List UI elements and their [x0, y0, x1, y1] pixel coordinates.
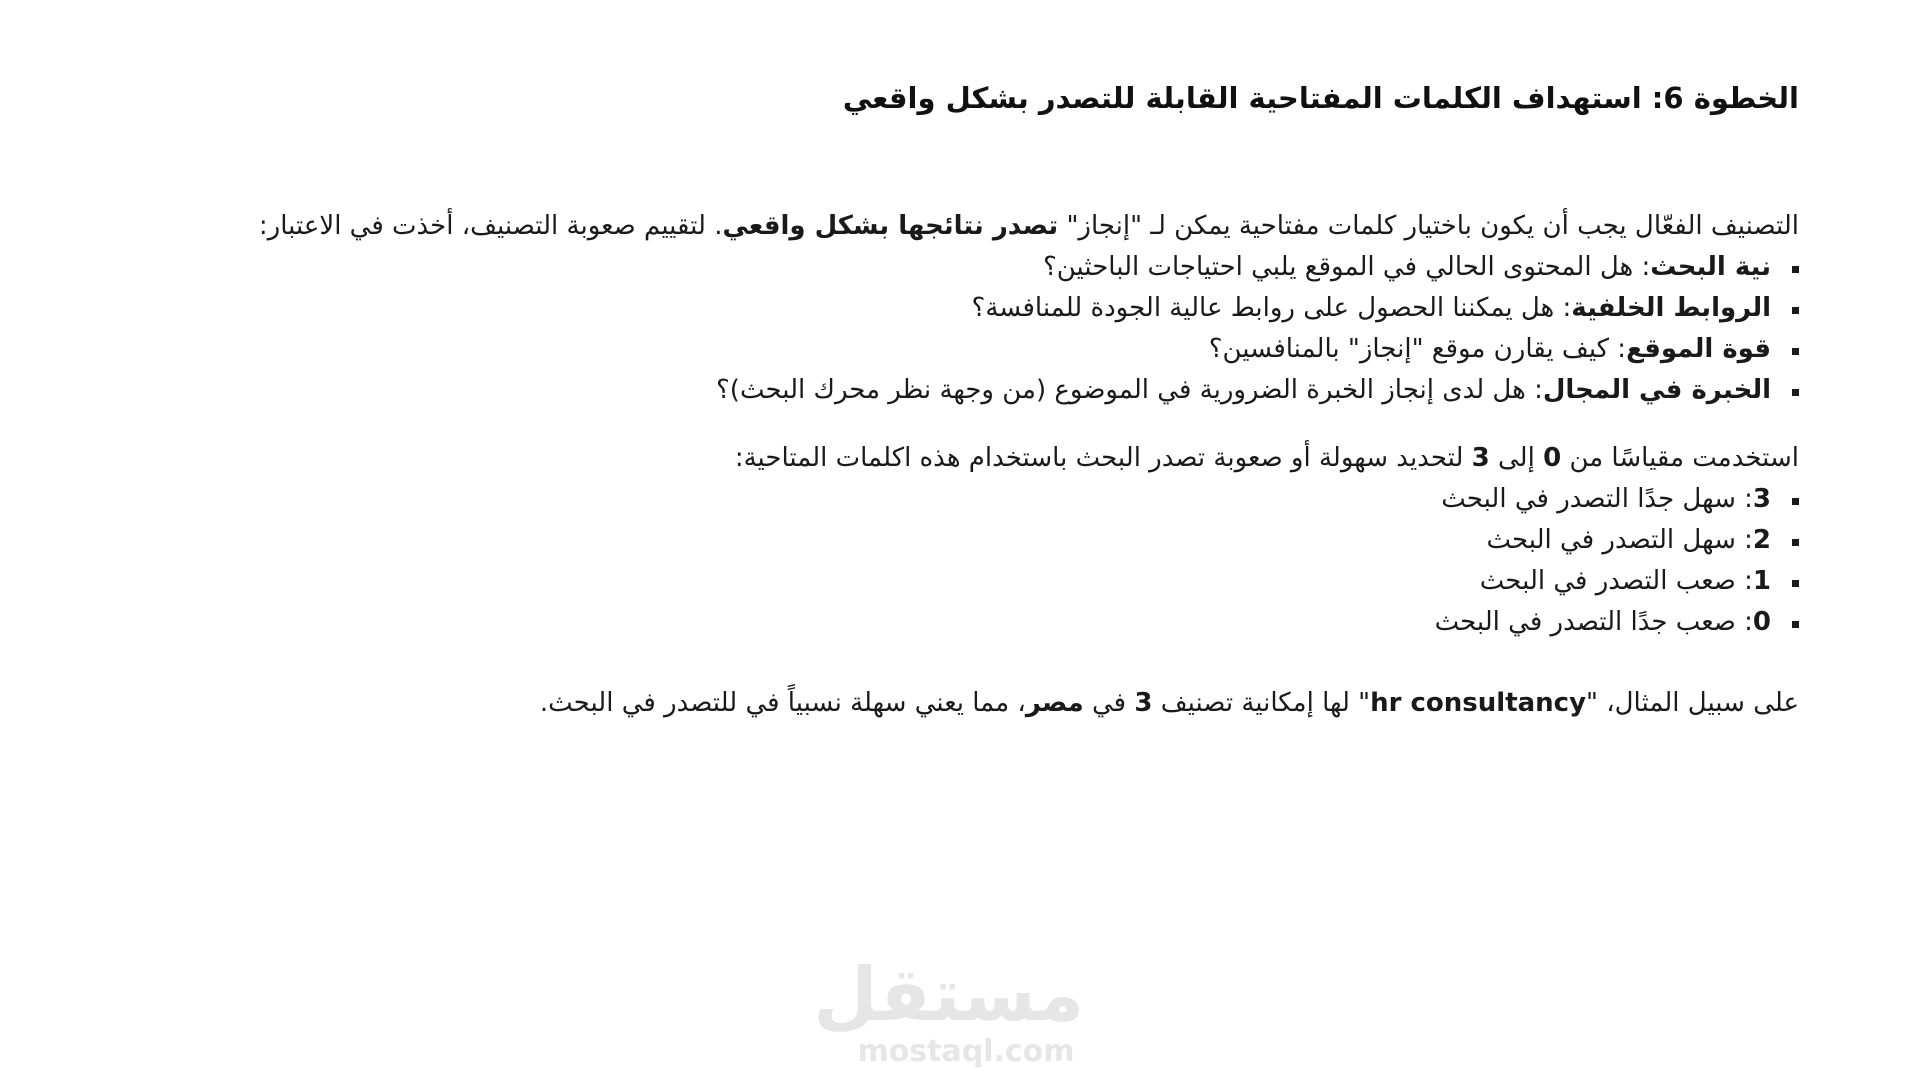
criteria-text: : كيف يقارن موقع "إنجاز" بالمنافسين؟ [1208, 334, 1627, 364]
example-text: " لها إمكانية تصنيف [1152, 688, 1371, 718]
scale-max-value: 3 [1471, 443, 1490, 473]
scale-intro-paragraph [119, 438, 1799, 479]
example-country: مصر [1025, 688, 1084, 718]
scale-text: : سهل جدًا التصدر في البحث [1441, 484, 1753, 514]
scale-intro-text: لتحديد سهولة أو صعوبة تصدر البحث باستخدام هذه اكلمات المتاحية: [734, 443, 1472, 473]
criteria-text: : هل المحتوى الحالي في الموقع يلبي احتياجات الباحثين؟ [1042, 252, 1651, 282]
criteria-label: قوة الموقع [1626, 334, 1771, 364]
intro-text-end: . لتقييم صعوبة التصنيف، أخذت في الاعتبار: [258, 211, 723, 241]
scale-text: : صعب التصدر في البحث [1479, 566, 1753, 596]
scale-item [119, 479, 1771, 520]
scale-intro-text: إلى [1489, 443, 1544, 473]
criteria-item [119, 370, 1771, 411]
scale-score: 1 [1752, 566, 1771, 596]
example-text: ، مما يعني سهلة نسبياً في للتصدر في البحث. [539, 688, 1026, 718]
example-text: في [1083, 688, 1135, 718]
scale-score: 3 [1752, 484, 1771, 514]
watermark-logo: مستقل [813, 952, 1084, 1038]
criteria-list [119, 247, 1799, 411]
scale-intro-text: استخدمت مقياسًا من [1561, 443, 1799, 473]
example-keyword: hr consultancy [1370, 688, 1587, 718]
criteria-label: الروابط الخلفية [1571, 293, 1771, 323]
scale-min-value: 0 [1543, 443, 1562, 473]
scale-item [119, 602, 1771, 643]
criteria-text: : هل يمكننا الحصول على روابط عالية الجودة للمنافسة؟ [971, 293, 1572, 323]
intro-emphasis: تصدر نتائجها بشكل واقعي [722, 211, 1059, 241]
criteria-item [119, 288, 1771, 329]
scale-item [119, 561, 1771, 602]
document-content [119, 76, 1799, 724]
criteria-label: نية البحث [1650, 252, 1771, 282]
criteria-label: الخبرة في المجال [1542, 375, 1771, 405]
intro-paragraph [119, 206, 1799, 247]
criteria-item [119, 329, 1771, 370]
step-title: الخطوة 6: استهداف الكلمات المفتاحية القابلة للتصدر بشكل واقعي [842, 81, 1799, 115]
criteria-item [119, 247, 1771, 288]
example-text: على سبيل المثال، " [1586, 688, 1799, 718]
scale-list [119, 479, 1799, 643]
scale-text: : سهل التصدر في البحث [1486, 525, 1753, 555]
example-paragraph [119, 683, 1799, 724]
scale-text: : صعب جدًا التصدر في البحث [1434, 607, 1753, 637]
intro-text-start: التصنيف الفعّال يجب أن يكون باختيار كلمات مفتاحية يمكن لـ "إنجاز" [1058, 211, 1799, 241]
scale-score: 2 [1752, 525, 1771, 555]
criteria-text: : هل لدى إنجاز الخبرة الضرورية في الموضوع (من وجهة نظر محرك البحث)؟ [716, 375, 1543, 405]
scale-item [119, 520, 1771, 561]
scale-score: 0 [1752, 607, 1771, 637]
mostaql-watermark [813, 952, 1084, 1069]
example-score: 3 [1134, 688, 1153, 718]
watermark-url: mostaql.com [857, 1034, 1075, 1069]
